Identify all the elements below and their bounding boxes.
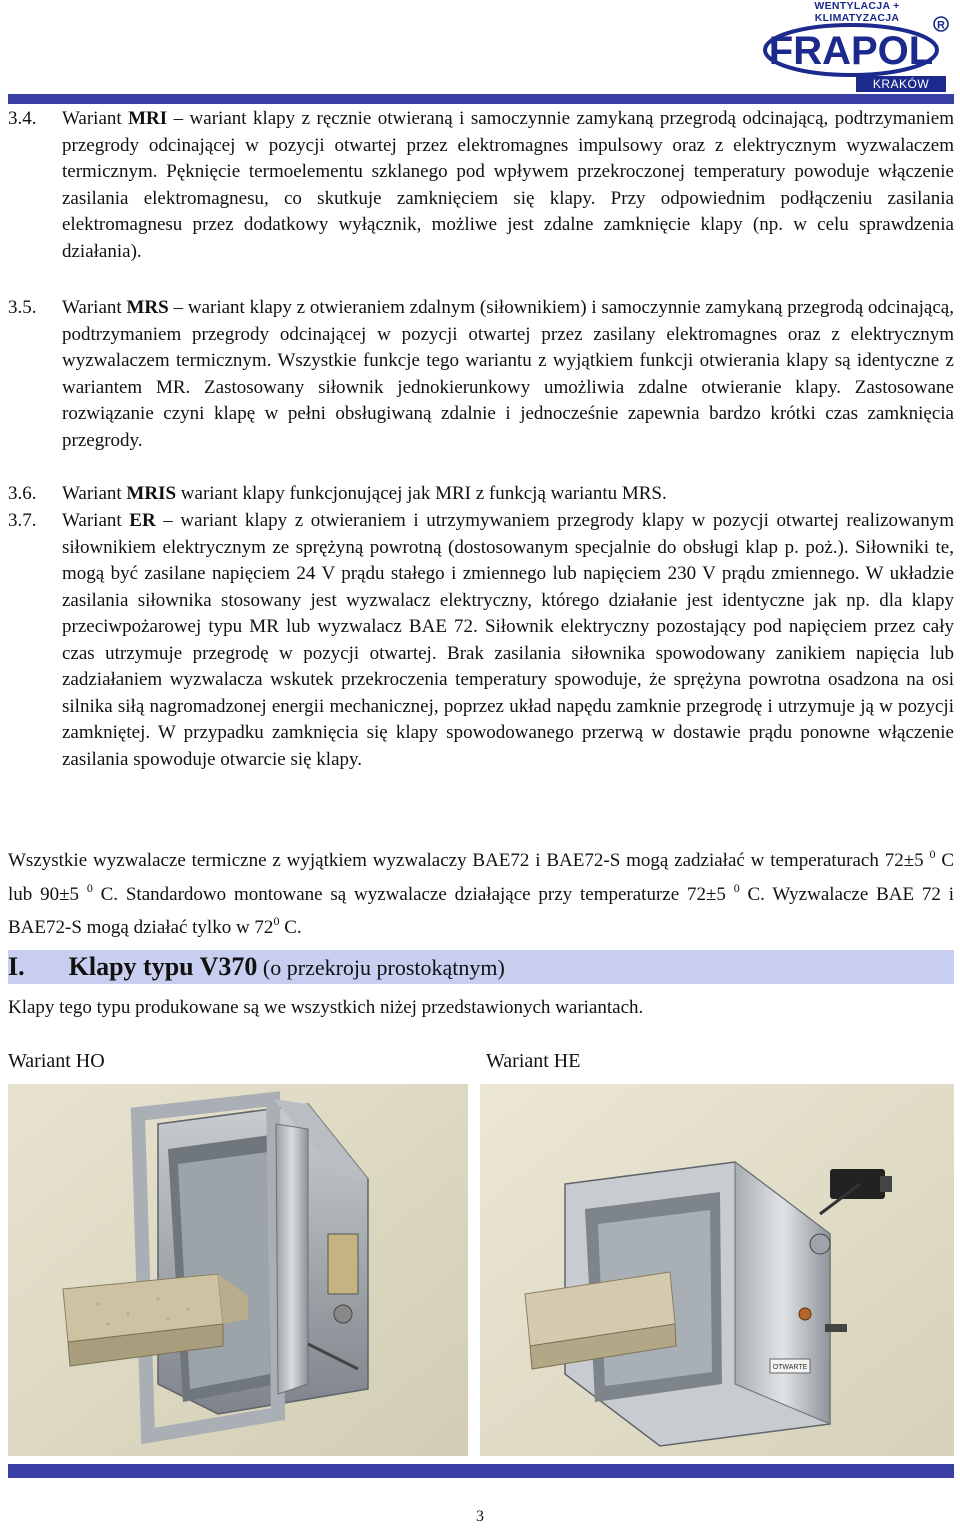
triggers-note: Wszystkie wyzwalacze termiczne z wyjątkiem wyzwalaczy BAE72 i BAE72-S mogą zadziałać w temperaturach 72±5 $^0$ C lub 90±5 $^0$ C. Standardowo montowane są wyzwalacze działające przy temperaturze 72±5 $^0$ C. Wyzwalacze BAE 72 i BAE72-S mogą działać tylko w $72^0$ C. bbox=[8, 847, 954, 938]
item-number: 3.5. bbox=[8, 297, 37, 318]
variant-he-label: Wariant HE bbox=[486, 1050, 581, 1072]
variant-code: MRS bbox=[126, 297, 169, 318]
variant-code: MRIS bbox=[126, 483, 177, 504]
list-item bbox=[8, 508, 954, 773]
item-number: 3.6. bbox=[8, 483, 37, 504]
variant-he-photo bbox=[480, 1084, 954, 1456]
page-number: 3 bbox=[476, 1508, 484, 1525]
list-item bbox=[8, 295, 954, 454]
list-item bbox=[8, 481, 954, 508]
item-text: Wariant MRIS wariant klapy funkcjonującej jak MRI z funkcją wariantu MRS. bbox=[62, 483, 667, 504]
section-subtitle: (o przekroju prostokątnym) bbox=[257, 955, 505, 980]
variant-code: MRI bbox=[128, 108, 168, 129]
logo-name: FRAPOL bbox=[768, 29, 934, 73]
list-item bbox=[8, 106, 954, 265]
section-title bbox=[8, 950, 505, 984]
item-number: 3.4. bbox=[8, 108, 37, 129]
variant-code: ER bbox=[129, 510, 156, 531]
item-number: 3.7. bbox=[8, 510, 37, 531]
section-number: I. bbox=[8, 952, 25, 981]
section-intro: Klapy tego typu produkowane są we wszystkich niżej przedstawionych wariantach. bbox=[8, 997, 644, 1018]
frapol-logo bbox=[756, 0, 956, 94]
svg-text:R: R bbox=[937, 19, 945, 32]
plate-label: OTWARTE bbox=[772, 1364, 808, 1371]
variant-ho-photo bbox=[8, 1084, 468, 1456]
footer-bar bbox=[8, 1464, 954, 1478]
section-name: Klapy typu V370 bbox=[68, 952, 258, 981]
logo-mark bbox=[756, 10, 956, 80]
logo-city: KRAKÓW bbox=[856, 76, 946, 92]
variant-ho-label: Wariant HO bbox=[8, 1050, 105, 1072]
item-text: Wariant ER – wariant klapy z otwieraniem i utrzymywaniem przegrody klapy w pozycji otwartej realizowanym siłownikiem elektrycznym ze sprężyną powrotną (dostosowanym specjalnie do obsługi klap p. poż.). Siłowniki te, mogą być zasilane napięciem 24 V prądu stałego i zmiennego lub napięciem 230 V prądu zmiennego. W układzie zasilania siłownika stosowany jest wyzwalacz elektryczny, którego działanie jest identyczne jak np. dla klapy przeciwpożarowej typu MR lub wyzwalacz BAE 72. Siłownik elektryczny pozostający pod napięciem przez cały czas utrzymuje przegrodę w pozycji otwartej. Brak zasilania siłownika spowodowany zanikiem napięcia lub zadziałaniem wyzwalacza wskutek przekroczenia temperatury spowoduje, że sprężyna powrotna osadzona na osi silnika siłą nagromadzonej energii mechanicznej, poprzez układ napędu zamknie przegrodę i utrzymuje ją w pozycji zamkniętej. W przypadku zamknięcia się klapy spowodowanego przerwą w dostawie prądu ponowne włączenie zasilania spowoduje otwarcie się klapy. bbox=[62, 510, 954, 770]
header-bar bbox=[8, 94, 954, 104]
logo-tagline: WENTYLACJA + KLIMATYZACJA bbox=[814, 0, 900, 24]
item-text: Wariant MRI – wariant klapy z ręcznie otwieraną i samoczynnie zamykaną przegrodą odcinającą, podtrzymaniem przegrody odcinającej w pozycji otwartej przez elektromagnes impulsowy oraz z elektrycznym wyzwalaczem termicznym. Pęknięcie termoelementu szklanego pod wpływem przekroczonej temperatury powoduje włączenie zasilania elektromagnesu, co skutkuje zamknięciem się klapy. Przy odpowiednim podłączeniu zasilania elektromagnesu przez dodatkowy wyłącznik, możliwe jest zdalne zamknięcie klapy (np. w celu sprawdzenia działania). bbox=[62, 108, 954, 262]
item-text: Wariant MRS – wariant klapy z otwieraniem zdalnym (siłownikiem) i samoczynnie zamykaną przegrodą odcinającą, podtrzymaniem przegrody odcinającej w pozycji otwartej przez zasilany elektromagnes oraz z elektrycznym wyzwalaczem termicznym. Wszystkie funkcje tego wariantu z wyjątkiem funkcji otwierania klapy są identyczne z wariantem MR. Zastosowany siłownik jednokierunkowy umożliwia zdalne otwieranie klapy. Zastosowane rozwiązanie czyni klapę w pełni obsługiwaną zdalnie i jednocześnie zapewnia bardzo krótki czas zamknięcia przegrody. bbox=[62, 297, 954, 451]
